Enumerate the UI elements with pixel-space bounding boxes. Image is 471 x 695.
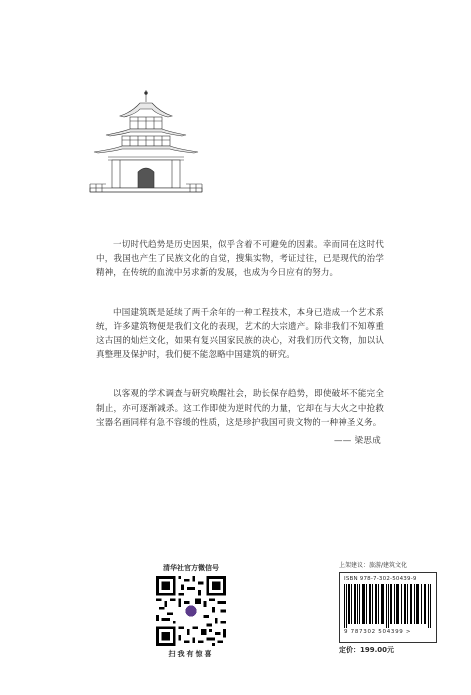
paragraph-2: 中国建筑既是延续了两千余年的一种工程技术，本身已造成一个艺术系统，许多建筑物便是我们文化的表现，艺术的大宗遗产。除非我们不知尊重这古国的灿烂文化，如果有复兴国家民族的决心，对我们历代文物，加以认真整理及保护时，我们便不能忽略中国建筑的研究。 [96,307,384,361]
barcode-box [339,572,437,643]
wechat-caption: 扫我有惊喜 [168,650,214,658]
barcode-digits: 9 787302 504399 > [344,629,412,635]
paragraph-1: 一切时代趋势是历史因果，似乎含着不可避免的因素。幸而同在这时代中，我国也产生了民族文化的自觉，搜集实物，考证过往，已是现代的治学精神，在传统的血流中另求新的发展，也成为今日应有的努力。 [96,240,384,279]
isbn-block [339,560,439,655]
pagoda-icon [76,88,216,200]
wechat-qr-block [146,563,236,659]
author-signature: —— 梁思成 [334,436,382,446]
shelf-suggestion: 上架建议：旅游/建筑文化 [339,562,408,569]
wechat-title: 清华社官方微信号 [163,564,219,572]
barcode-icon [344,584,432,628]
isbn-number: ISBN 978-7-302-50439-9 [344,576,417,582]
price: 定价：199.00元 [339,646,395,654]
body-text [96,238,384,455]
pavilion-illustration [76,88,216,200]
paragraph-3: 以客观的学术调查与研究唤醒社会，助长保存趋势，即使破坏不能完全制止，亦可逐渐减杀。这工作即使为逆时代的力量，它却在与大火之中抢救宝器名画同样有急不容缓的性质，这是珍护我国可贵文物的一种神圣义务。 [96,389,384,428]
qr-code-icon[interactable] [156,576,226,646]
